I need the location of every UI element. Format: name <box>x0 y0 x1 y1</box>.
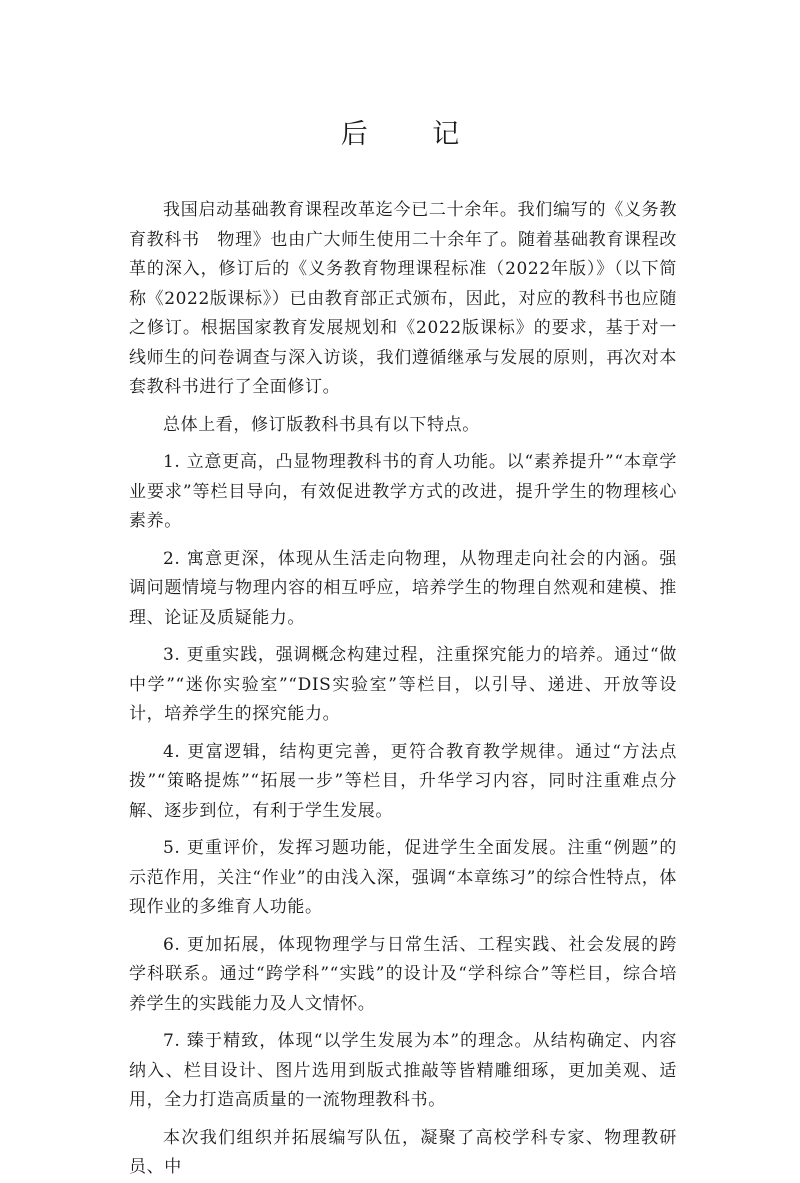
paragraph-feature-2: 2. 寓意更深，体现从生活走向物理，从物理走向社会的内涵。强调问题情境与物理内容的相互呼应，培养学生的物理自然观和建模、推理、论证及质疑能力。 <box>129 548 677 628</box>
paragraph-feature-1: 1. 立意更高，凸显物理教科书的育人功能。以“素养提升”“本章学业要求”等栏目导向，有效促进教学方式的改进，提升学生的物理核心素养。 <box>129 452 677 531</box>
paragraph-overview: 总体上看，修订版教科书具有以下特点。 <box>163 414 480 435</box>
paragraph-feature-4: 4. 更富逻辑，结构更完善，更符合教育教学规律。通过“方法点拨”“策略提炼”“拓展一步”等栏目，升华学习内容，同时注重难点分解、逐步到位，有利于学生发展。 <box>129 741 677 821</box>
paragraph-closing: 本次我们组织并拓展编写队伍，凝聚了高校学科专家、物理教研员、中 <box>129 1127 677 1177</box>
paragraph-feature-3: 3. 更重实践，强调概念构建过程，注重探究能力的培养。通过“做中学”“迷你实验室”“DIS实验室”等栏目，以引导、递进、开放等设计，培养学生的探究能力。 <box>129 645 677 724</box>
page-title: 后 记 <box>340 119 488 150</box>
paragraph-feature-5: 5. 更重评价，发挥习题功能，促进学生全面发展。注重“例题”的示范作用，关注“作业”的由浅入深，强调“本章练习”的综合性特点，体现作业的多维育人功能。 <box>129 838 677 917</box>
paragraph-feature-7: 7. 臻于精致，体现“以学生发展为本”的理念。从结构确定、内容纳入、栏目设计、图片选用到版式推敲等皆精雕细琢，更加美观、适用，全力打造高质量的一流物理教科书。 <box>129 1031 677 1110</box>
document-body <box>129 196 677 1183</box>
paragraph-feature-6: 6. 更加拓展，体现物理学与日常生活、工程实践、社会发展的跨学科联系。通过“跨学科”“实践”的设计及“学科综合”等栏目，综合培养学生的实践能力及人文情怀。 <box>129 934 677 1014</box>
paragraph-intro: 我国启动基础教育课程改革迄今已二十余年。我们编写的《义务教育教科书 物理》也由广大师生使用二十余年了。随着基础教育课程改革的深入，修订后的《义务教育物理课程标准（2022年版）》（以下简称《2022版课标》）已由教育部正式颁布，因此，对应的教科书也应随之修订。根据国家教育发展规划和《2022版课标》的要求，基于对一线师生的问卷调查与深入访谈，我们遵循继承与发展的原则，再次对本套教科书进行了全面修订。 <box>129 200 677 397</box>
